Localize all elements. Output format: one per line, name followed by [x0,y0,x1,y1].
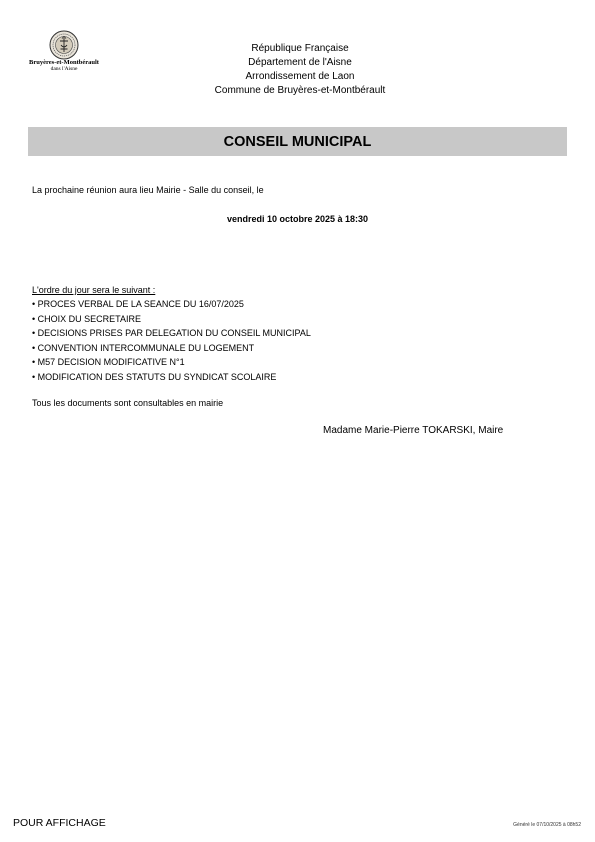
logo-subtext: dans l'Aisne [50,66,78,72]
agenda-list [32,297,311,385]
agenda-item: • DECISIONS PRISES PAR DELEGATION DU CONSEIL MUNICIPAL [32,328,311,339]
agenda-item: • M57 DECISION MODIFICATIVE N°1 [32,357,185,368]
page-title: CONSEIL MUNICIPAL [223,133,372,150]
generated-timestamp: Généré le 07/10/2025 à 08h52 [513,822,581,828]
posting-notice: POUR AFFICHAGE [13,817,106,829]
header-department: Département de l'Aisne [248,57,352,68]
agenda-item: • PROCES VERBAL DE LA SEANCE DU 16/07/2025 [32,299,244,309]
seal-icon [49,30,79,60]
letterhead [180,42,420,98]
commune-logo [28,30,100,98]
agenda-label: L'ordre du jour sera le suivant : [32,285,156,295]
meeting-date: vendredi 10 octobre 2025 à 18:30 [226,214,369,224]
documents-note: Tous les documents sont consultables en mairie [32,398,224,408]
header-republic: République Française [251,43,349,54]
agenda-item: • MODIFICATION DES STATUTS DU SYNDICAT SCOLAIRE [32,371,277,382]
signature: Madame Marie-Pierre TOKARSKI, Maire [323,425,504,436]
header-arrondissement: Arrondissement de Laon [245,71,355,82]
title-banner [28,127,567,156]
agenda-item: • CONVENTION INTERCOMMUNALE DU LOGEMENT [32,342,255,353]
meeting-intro: La prochaine réunion aura lieu Mairie - Salle du conseil, le [32,185,264,195]
header-commune: Commune de Bruyères-et-Montbérault [214,85,386,96]
agenda-item: • CHOIX DU SECRETAIRE [32,313,141,324]
logo-text: Bruyères-et-Montbérault [29,59,99,66]
